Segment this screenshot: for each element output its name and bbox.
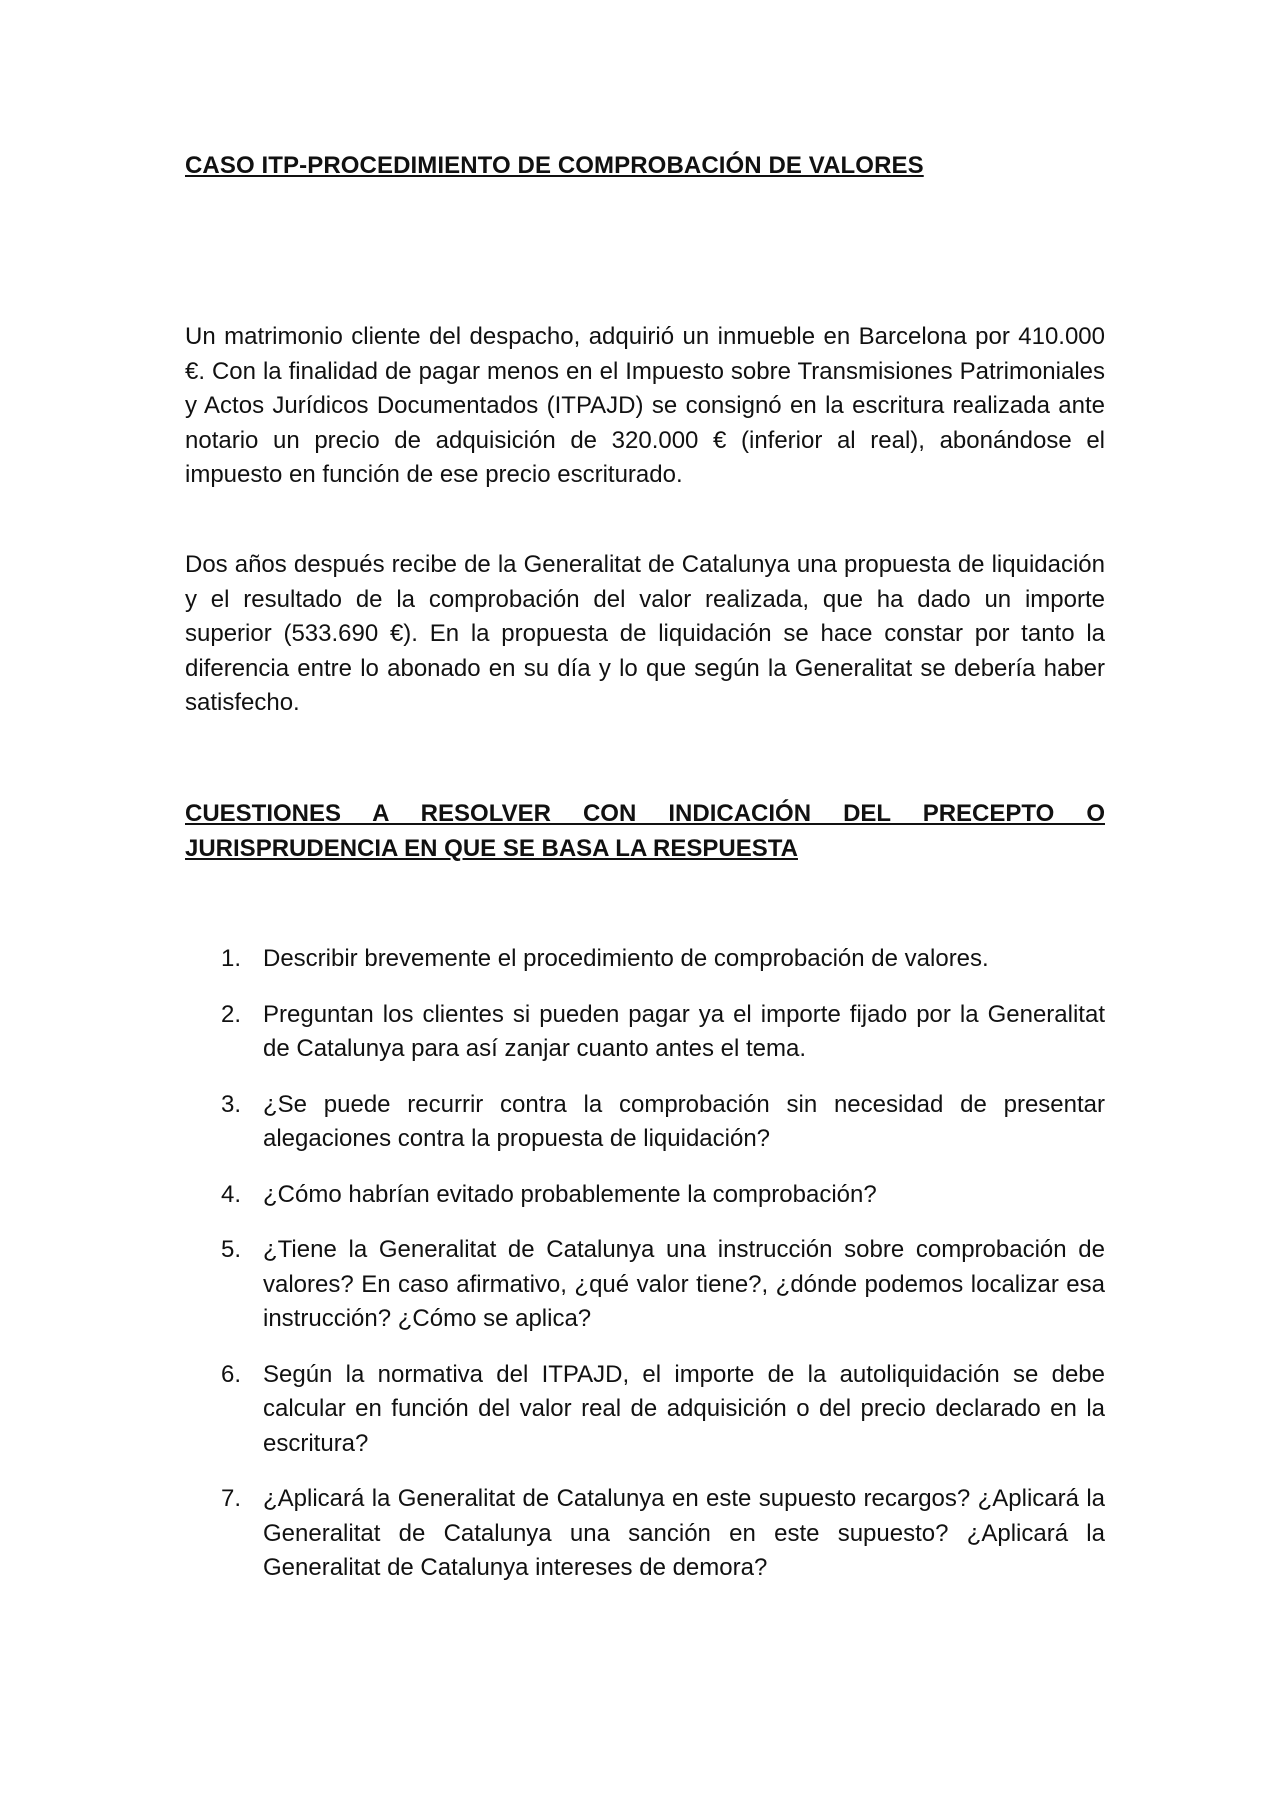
question-item — [185, 1482, 1105, 1586]
question-item — [185, 1178, 1105, 1213]
question-number: 4. — [221, 1180, 242, 1208]
question-number: 5. — [221, 1236, 242, 1263]
question-item — [185, 1088, 1105, 1157]
question-number: 7. — [221, 1485, 242, 1512]
question-text: ¿Aplicará la Generalitat de Catalunya en este supuesto recargos? ¿Aplicará la Generalitat de Catalunya una sanción en este supuesto? ¿Aplicará la Generalitat de Catalunya intereses de demora? — [263, 1485, 1105, 1581]
question-text: ¿Tiene la Generalitat de Catalunya una instrucción sobre comprobación de valores? En caso afirmativo, ¿qué valor tiene?, ¿dónde podemos localizar esa instrucción? ¿Cómo se aplica? — [263, 1236, 1105, 1332]
question-number: 3. — [221, 1090, 242, 1118]
question-number: 2. — [221, 1000, 242, 1028]
question-text: ¿Cómo habrían evitado probablemente la comprobación? — [263, 1180, 877, 1208]
case-paragraph-1: Un matrimonio cliente del despacho, adquirió un inmueble en Barcelona por 410.000 €. Con la finalidad de pagar menos en el Impuesto sobre Transmisiones Patrimoniales y Actos Jurídicos Documentados (ITPAJD) se consignó en la escritura realizada ante notario un precio de adquisición de 320.000 € (inferior al real), abonándose el impuesto en función de ese precio escriturado. — [185, 323, 1105, 488]
question-text: Describir brevemente el procedimiento de comprobación de valores. — [263, 945, 989, 972]
question-item — [185, 942, 1105, 977]
question-text: Según la normativa del ITPAJD, el importe de la autoliquidación se debe calcular en función del valor real de adquisición o del precio declarado en la escritura? — [263, 1360, 1105, 1457]
question-item — [185, 998, 1105, 1067]
question-text: Preguntan los clientes si pueden pagar ya el importe fijado por la Generalitat de Catalunya para así zanjar cuanto antes el tema. — [263, 1000, 1105, 1062]
questions-list — [185, 942, 1105, 1607]
question-number: 1. — [221, 945, 242, 972]
question-item — [185, 1233, 1105, 1337]
document-title: CASO ITP-PROCEDIMIENTO DE COMPROBACIÓN DE VALORES — [185, 152, 924, 179]
question-item — [185, 1358, 1105, 1462]
case-paragraph-2: Dos años después recibe de la Generalitat de Catalunya una propuesta de liquidación y el resultado de la comprobación del valor realizada, que ha dado un importe superior (533.690 €). En la propuesta de liquidación se hace constar por tanto la diferencia entre lo abonado en su día y lo que según la Generalitat se debería haber satisfecho. — [185, 551, 1105, 716]
questions-heading: CUESTIONES A RESOLVER CON INDICACIÓN DEL PRECEPTO O JURISPRUDENCIA EN QUE SE BASA LA RESPUESTA — [185, 800, 1105, 862]
question-text: ¿Se puede recurrir contra la comprobación sin necesidad de presentar alegaciones contra la propuesta de liquidación? — [263, 1090, 1105, 1152]
question-number: 6. — [221, 1360, 242, 1388]
